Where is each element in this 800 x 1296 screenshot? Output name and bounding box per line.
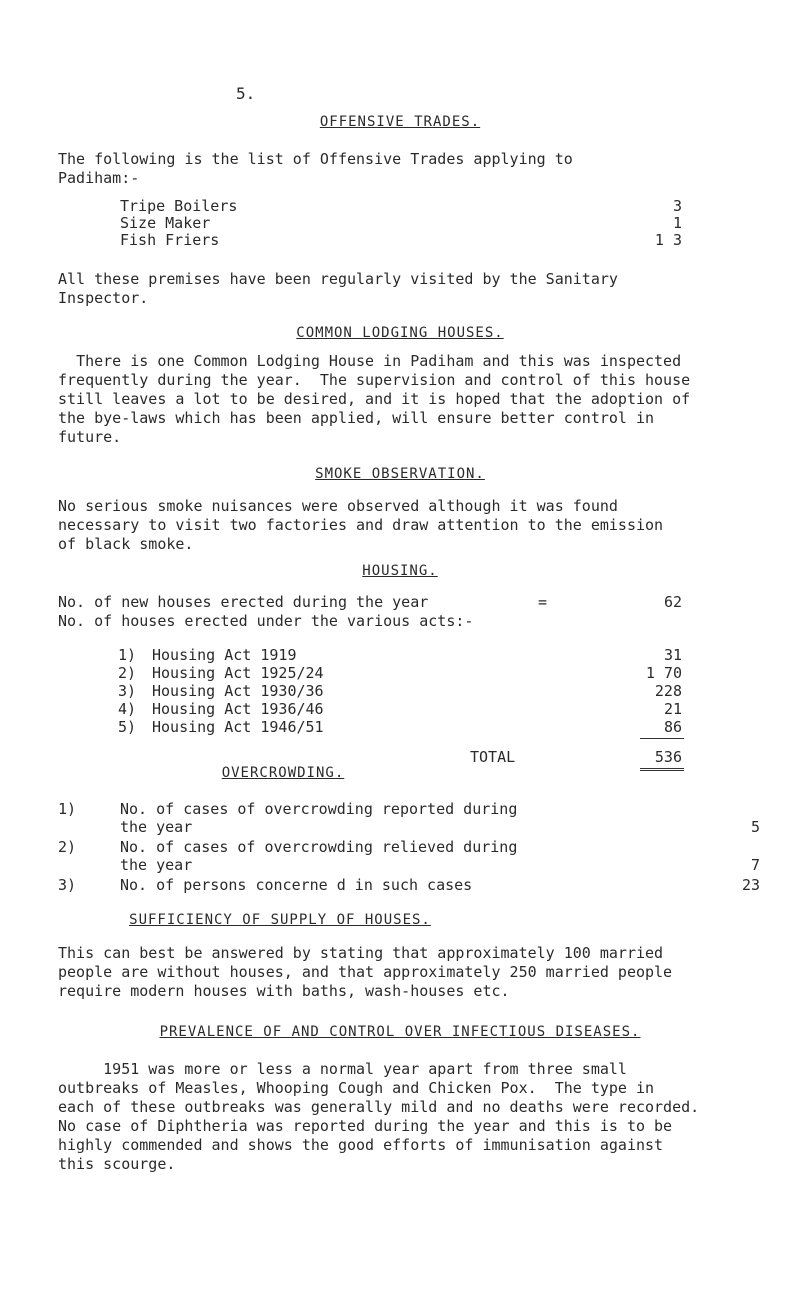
total-value: 536 xyxy=(654,748,682,766)
trade-count: 3 xyxy=(672,197,682,215)
housing-heading: HOUSING. xyxy=(362,563,438,579)
trade-count: 1 xyxy=(672,214,682,232)
overcrowding-index: 3) xyxy=(58,876,77,894)
offensive-trades-note: All these premises have been regularly visited by the Sanitary Inspector. xyxy=(58,270,618,307)
offensive-trades-heading: OFFENSIVE TRADES. xyxy=(319,114,481,130)
act-name: Housing Act 1925/24 xyxy=(152,664,324,682)
act-index: 4) xyxy=(118,700,137,718)
act-name: Housing Act 1946/51 xyxy=(152,718,324,736)
acts-label: No. of houses erected under the various acts:- xyxy=(58,612,474,630)
lodging-houses-heading: COMMON LODGING HOUSES. xyxy=(296,325,504,341)
act-name: Housing Act 1930/36 xyxy=(152,682,324,700)
offensive-trades-intro: The following is the list of Offensive Trades applying to Padiham:- xyxy=(58,150,573,187)
trade-name: Size Maker xyxy=(120,214,211,232)
overcrowding-index: 2) xyxy=(58,838,77,856)
total-label: TOTAL xyxy=(470,748,516,766)
smoke-observation-text: No serious smoke nuisances were observed although it was found necessary to visit two factories and draw attention to the emission of black smoke. xyxy=(58,497,664,553)
act-name: Housing Act 1919 xyxy=(152,646,297,664)
trade-count: 1 3 xyxy=(654,231,682,249)
act-value: 228 xyxy=(654,682,682,700)
sufficiency-text: This can best be answered by stating that approximately 100 married people are without houses, and that approximately 250 married people require modern houses with baths, wash-houses etc. xyxy=(58,944,673,1000)
overcrowding-line: the year xyxy=(120,856,193,874)
act-value: 21 xyxy=(663,700,682,718)
overcrowding-value: 5 xyxy=(750,818,760,836)
act-value: 1 70 xyxy=(645,664,682,682)
infectious-diseases-heading: PREVALENCE OF AND CONTROL OVER INFECTIOUS DISEASES. xyxy=(159,1024,641,1040)
overcrowding-line: No. of cases of overcrowding relieved during xyxy=(120,838,518,856)
page-number: 5. xyxy=(236,84,256,103)
overcrowding-value: 23 xyxy=(741,876,760,894)
act-value: 31 xyxy=(663,646,682,664)
total-rule xyxy=(640,738,684,739)
overcrowding-line: No. of cases of overcrowding reported during xyxy=(120,800,518,818)
trade-name: Fish Friers xyxy=(120,231,220,249)
act-index: 2) xyxy=(118,664,137,682)
overcrowding-heading: OVERCROWDING. xyxy=(221,765,345,781)
sufficiency-heading: SUFFICIENCY OF SUPPLY OF HOUSES. xyxy=(129,912,431,928)
act-index: 3) xyxy=(118,682,137,700)
lodging-houses-text: There is one Common Lodging House in Padiham and this was inspected frequently during the year. The supervision and control of this house still leaves a lot to be desired, and it is hoped that the adoption of the bye-laws which has been applied, will ensure better control in future. xyxy=(58,352,691,446)
smoke-observation-heading: SMOKE OBSERVATION. xyxy=(315,466,485,482)
new-houses-value: 62 xyxy=(663,593,682,611)
overcrowding-index: 1) xyxy=(58,800,77,818)
total-double-rule xyxy=(640,768,684,771)
act-index: 5) xyxy=(118,718,137,736)
act-name: Housing Act 1936/46 xyxy=(152,700,324,718)
act-value: 86 xyxy=(663,718,682,736)
new-houses-label: No. of new houses erected during the year xyxy=(58,593,429,611)
overcrowding-value: 7 xyxy=(750,856,760,874)
overcrowding-line: No. of persons concerne d in such cases xyxy=(120,876,473,894)
act-index: 1) xyxy=(118,646,137,664)
overcrowding-line: the year xyxy=(120,818,193,836)
equals-sign: = xyxy=(538,593,548,611)
trade-name: Tripe Boilers xyxy=(120,197,238,215)
infectious-diseases-text: 1951 was more or less a normal year apart from three small outbreaks of Measles, Whooping Cough and Chicken Pox. The type in each of these outbreaks was generally mild and no deaths were recorded. No case of Diphtheria was reported during the year and this is to be highly commended and shows the good efforts of immunisation against this scourge. xyxy=(58,1060,700,1173)
